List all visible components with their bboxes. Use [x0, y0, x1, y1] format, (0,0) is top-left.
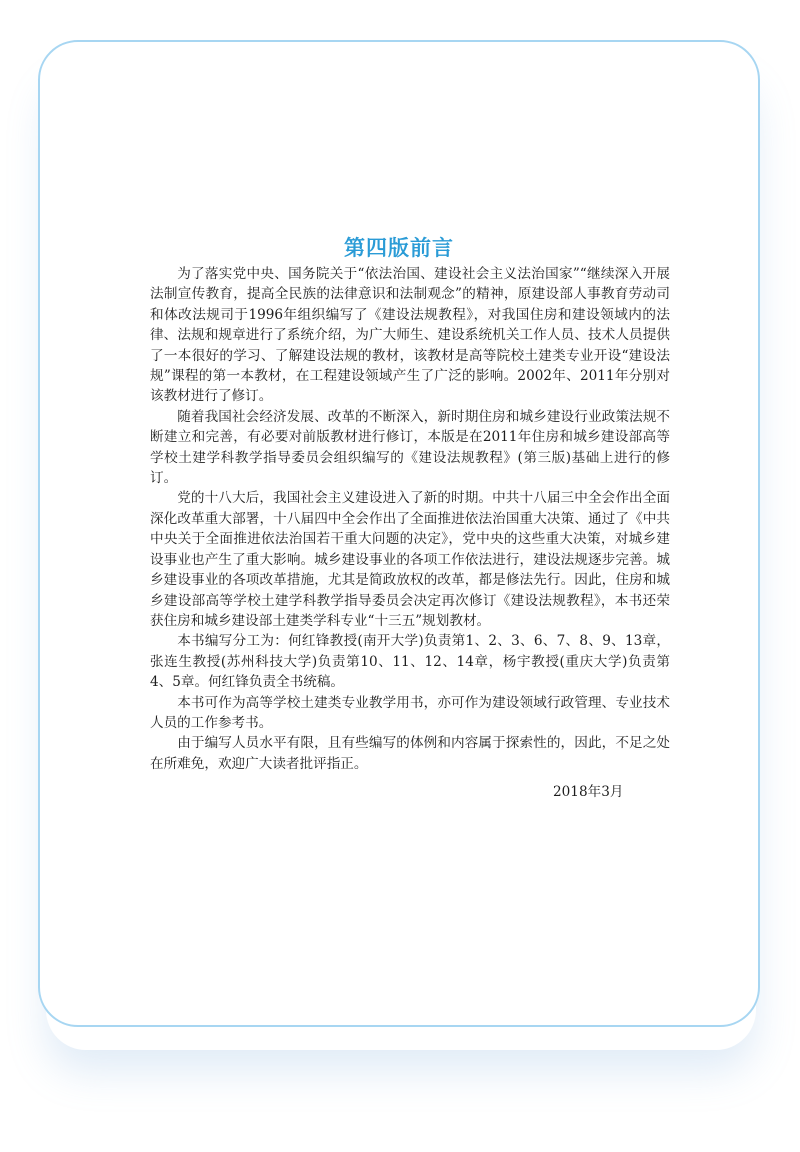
preface-paragraph: 由于编写人员水平有限，且有些编写的体例和内容属于探索性的，因此，不足之处在所难免，欢迎广大读者批评指正。 [150, 735, 670, 772]
preface-paragraph: 为了落实党中央、国务院关于“依法治国、建设社会主义法治国家”“继续深入开展法制宣传教育，提高全民族的法律意识和法制观念”的精神，原建设部人事教育劳动司和体改法规司于1996年组织编写了《建设法规教程》，对我国住房和建设领域内的法律、法规和规章进行了系统介绍，为广大师生、建设系统机关工作人员、技术人员提供了一本很好的学习、了解建设法规的教材，该教材是高等院校土建类专业开设“建设法规”课程的第一本教材，在工程建设领域产生了广泛的影响。2002年、2011年分别对该教材进行了修订。 [150, 266, 670, 405]
preface-paragraph: 随着我国社会经济发展、改革的不断深入，新时期住房和城乡建设行业政策法规不断建立和完善，有必要对前版教材进行修订，本版是在2011年住房和城乡建设部高等学校土建学科教学指导委员会组织编写的《建设法规教程》(第三版)基础上进行的修订。 [150, 408, 670, 487]
page-title: 第四版前言 [344, 235, 454, 260]
preface-body [150, 264, 670, 774]
preface-date: 2018年3月 [553, 784, 624, 800]
preface-paragraph: 本书编写分工为：何红锋教授(南开大学)负责第1、2、3、6、7、8、9、13章，张连生教授(苏州科技大学)负责第10、11、12、14章，杨宇教授(重庆大学)负责第4、5章。何红锋负责全书统稿。 [150, 633, 670, 691]
preface-paragraph: 党的十八大后，我国社会主义建设进入了新的时期。中共十八届三中全会作出全面深化改革重大部署，十八届四中全会作出了全面推进依法治国重大决策、通过了《中共中央关于全面推进依法治国若干重大问题的决定》，党中央的这些重大决策，对城乡建设事业也产生了重大影响。城乡建设事业的各项工作依法进行，建设法规逐步完善。城乡建设事业的各项改革措施，尤其是简政放权的改革，都是修法先行。因此，住房和城乡建设部高等学校土建学科教学指导委员会决定再次修订《建设法规教程》，本书还荣获住房和城乡建设部土建类学科专业“十三五”规划教材。 [150, 490, 670, 629]
preface-paragraph: 本书可作为高等学校土建类专业教学用书，亦可作为建设领域行政管理、专业技术人员的工作参考书。 [150, 694, 670, 731]
